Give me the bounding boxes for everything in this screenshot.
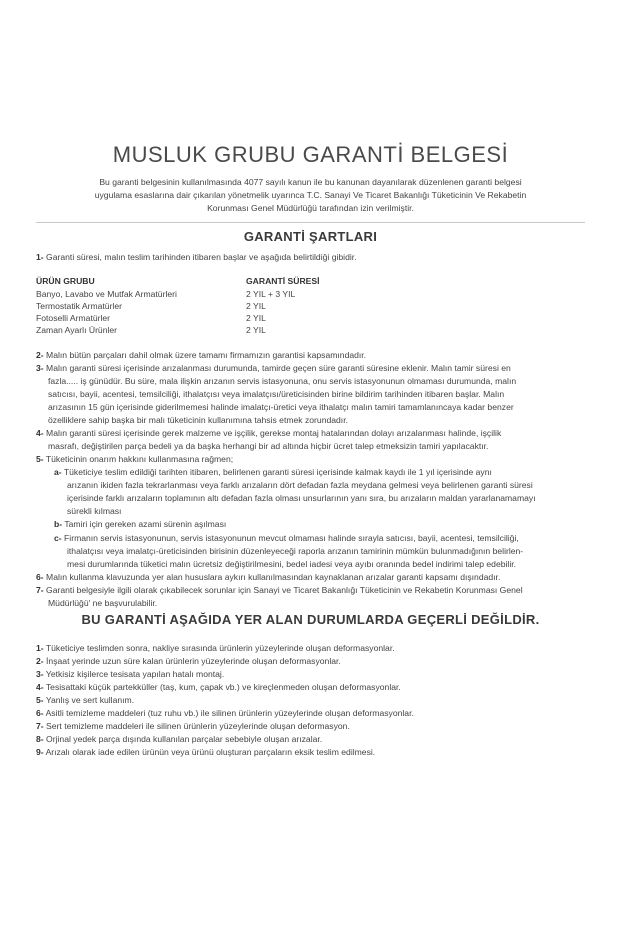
item-number: 7- [36, 585, 44, 595]
exclusion-item [36, 720, 350, 732]
item-number: 6- [36, 572, 44, 582]
intro-paragraph [70, 176, 551, 215]
table-cell-period: 2 YIL [246, 325, 266, 335]
table-cell-product: Termostatik Armatürler [36, 301, 122, 311]
condition-item-7 [36, 584, 523, 596]
item-number: 6- [36, 708, 44, 718]
item-text: Asitli temizleme maddeleri (tuz ruhu vb.) ile silinen ürünlerin yüzeylerinde oluşan deformasyonlar. [45, 708, 414, 718]
item-number: 1- [36, 643, 44, 653]
item-number: 9- [36, 747, 44, 757]
table-cell-period: 2 YIL + 3 YIL [246, 289, 296, 299]
table-cell-period: 2 YIL [246, 301, 266, 311]
subitem-b [54, 518, 226, 530]
intro-line: Bu garanti belgesinin kullanılmasında 4077 sayılı kanun ile bu kanunan dayanılarak düzenlenen garanti belgesi [99, 177, 522, 187]
item-text: Yetkisiz kişilerce tesisata yapılan hatalı montaj. [45, 669, 225, 679]
condition-item-2 [36, 349, 366, 361]
item-text: arızanın ikiden fazla tekrarlanması veya farklı arızaların dört defadan fazla meydana gelmesi veya belirlenen garanti süresi [67, 480, 533, 490]
table-cell-product: Banyo, Lavabo ve Mutfak Armatürleri [36, 289, 177, 299]
item-text: Tüketiciye teslimden sonra, nakliye sırasında ürünlerin yüzeylerinde oluşan deformasyonlar. [45, 643, 395, 653]
item-text: Yanlış ve sert kullanım. [45, 695, 135, 705]
subitem-a [54, 466, 492, 478]
exclusion-item [36, 733, 322, 745]
item-text: masrafı, değiştirilen parça bedeli ya da başka herhangi bir ad altında hiçbir ücret talep etmeksizin tamiri yapılacaktır. [48, 441, 489, 451]
table-cell-period: 2 YIL [246, 313, 266, 323]
table-header-period: GARANTİ SÜRESİ [246, 276, 320, 286]
item-number: 3- [36, 363, 44, 373]
exclusion-item [36, 681, 401, 693]
item-number: a- [54, 467, 62, 477]
item-text: Garanti süresi, malın teslim tarihinden itibaren başlar ve aşağıda belirtildiği gibidir. [46, 252, 357, 262]
condition-item-6 [36, 571, 500, 583]
exclusion-item [36, 707, 414, 719]
item-text: satıcısı, bayii, acentesi, temsilciliği, ithalatçısı veya imalatçısı/üreticisinden birine bildirim tarihinden itibaren başlar. Malın [48, 389, 505, 399]
item-text: Arızalı olarak iade edilen ürünün veya ürünü oluşturan parçaların eksik teslim edilmesi. [45, 747, 376, 757]
item-number: 1- [36, 252, 44, 262]
divider [36, 222, 585, 223]
document-title: MUSLUK GRUBU GARANTİ BELGESİ [112, 142, 509, 167]
item-number: 2- [36, 656, 44, 666]
intro-line: Korunması Genel Müdürlüğü tarafından izin verilmiştir. [207, 203, 414, 213]
item-text: içerisinde farklı arızaların toplamının altı defadan fazla olması unsurlarının yanı sıra, bu arızaların maldan yararlanamamayı [67, 493, 536, 503]
item-text: Sert temizleme maddeleri ile silinen ürünlerin yüzeylerinde oluşan deformasyon. [46, 721, 350, 731]
item-text: Tüketicinin onarım hakkını kullanmasına rağmen; [45, 454, 234, 464]
item-text: Tesisattaki küçük partekküller (taş, kum, çapak vb.) ve kireçlenmeden oluşan deformasyonlar. [45, 682, 401, 692]
item-text: özelliklere sahip başka bir malı tüketicinin kullanımına tahsis etmek zorundadır. [48, 415, 348, 425]
exclusion-item [36, 655, 341, 667]
condition-item-4 [36, 427, 501, 439]
intro-line: uygulama esaslarına dair çıkarılan yönetmelik uyarınca T.C. Sanayi Ve Ticaret Bakanlığı Tüketicinin Ve Rekabetin [94, 190, 527, 200]
item-text: Tüketiciye teslim edildiği tarihten itibaren, belirlenen garanti süresi içerisinde kalmak kaydı ile 1 yıl içerisinde aynı [63, 467, 492, 477]
exclusion-item [36, 694, 134, 706]
item-text: Orjinal yedek parça dışında kullanılan parçalar sebebiyle oluşan arızalar. [46, 734, 323, 744]
condition-item-5 [36, 453, 233, 465]
item-text: Malın kullanma klavuzunda yer alan hususlara aykırı kullanılmasından kaynaklanan arızalar garanti kapsamı dışındadır. [46, 572, 501, 582]
table-header-product: ÜRÜN GRUBU [36, 276, 95, 286]
exclusion-item [36, 746, 375, 758]
condition-item-1 [36, 251, 357, 263]
item-text: Malın garanti süresi içerisinde gerek malzeme ve işçilik, gerekse montaj hatalarından dolayı arızalanması halinde, işçilik [46, 428, 502, 438]
exclusion-item [36, 668, 224, 680]
item-number: 2- [36, 350, 44, 360]
item-number: 5- [36, 454, 44, 464]
item-text: arızasının 15 gün içerisinde giderilmemesi halinde imalatçı-üretici veya ithalatçı malın tamiri tamamlanıncaya kadar benzer [48, 402, 514, 412]
exclusions-title: BU GARANTİ AŞAĞIDA YER ALAN DURUMLARDA GEÇERLİ DEĞİLDİR. [81, 612, 540, 627]
item-number: c- [54, 533, 62, 543]
item-number: 4- [36, 682, 44, 692]
item-number: 7- [36, 721, 44, 731]
table-cell-product: Zaman Ayarlı Ürünler [36, 325, 118, 335]
item-text: Malın garanti süresi içerisinde arızalanması durumunda, tamirde geçen süre garanti süresine eklenir. Malın tamir süresi en [46, 363, 511, 373]
item-number: 8- [36, 734, 44, 744]
item-text: ithalatçısı veya imalatçı-üreticisinden birisinin düzenleyeceği raporla arızanın tamirinin mümkün bulunmadığının belirlen- [67, 546, 524, 556]
exclusion-item [36, 642, 395, 654]
item-text: mesi durumlarında tüketici malın ücretsiz değiştirilmesini, bedel iadesi veya ayıbı oranında bedel indirimi talep edebilir. [67, 559, 517, 569]
table-cell-product: Fotoselli Armatürler [36, 313, 111, 323]
item-number: 5- [36, 695, 44, 705]
conditions-title: GARANTİ ŞARTLARI [243, 229, 378, 244]
item-text: fazla..... iş günüdür. Bu süre, mala ilişkin arızanın servis istasyonuna, onu servis istasyonunun olmaması durumunda, malın [48, 376, 517, 386]
item-text: İnşaat yerinde uzun süre kalan ürünlerin yüzeylerinde oluşan deformasyonlar. [46, 656, 341, 666]
item-text: Malın bütün parçaları dahil olmak üzere tamamı firmamızın garantisi kapsamındadır. [46, 350, 367, 360]
condition-item-3 [36, 362, 511, 374]
item-number: b- [54, 519, 63, 529]
item-number: 4- [36, 428, 44, 438]
item-text: sürekli kılması [67, 506, 122, 516]
item-text: Müdürlüğü' ne başvurulabilir. [48, 598, 158, 608]
item-number: 3- [36, 669, 44, 679]
subitem-c [54, 532, 519, 544]
item-text: Tamiri için gereken azami sürenin aşılması [64, 519, 227, 529]
item-text: Garanti belgesiyle ilgili olarak çıkabilecek sorunlar için Sanayi ve Ticaret Bakanlığı Tüketicinin ve Rekabetin Korunması Genel [46, 585, 523, 595]
item-text: Firmanın servis istasyonunun, servis istasyonunun mevcut olmaması halinde sırayla satıcısı, bayii, acentesi, temsilciliği, [64, 533, 519, 543]
